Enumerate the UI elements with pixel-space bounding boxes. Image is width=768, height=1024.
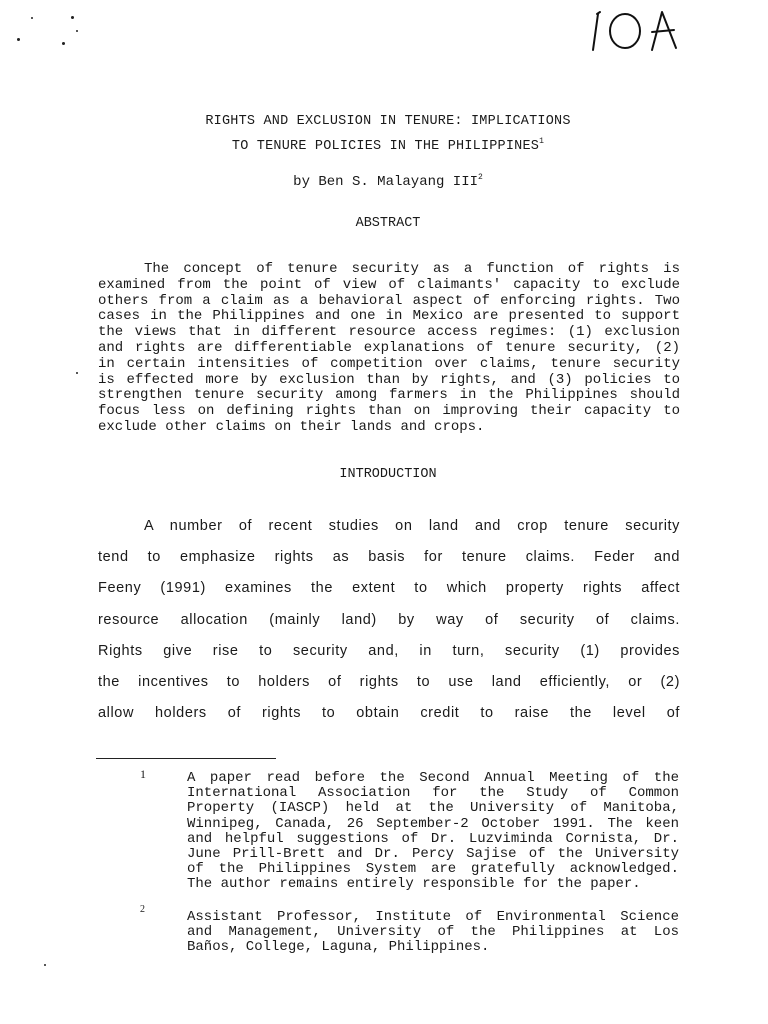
title-line-2 — [96, 132, 680, 157]
intro-line: tend to emphasize rights as basis for tenure claims. Feder and — [98, 549, 680, 566]
title-line-1: RIGHTS AND EXCLUSION IN TENURE: IMPLICATIONS — [205, 114, 571, 129]
abstract-body — [98, 262, 680, 436]
scan-speck — [17, 38, 20, 41]
footnote-line: Assistant Professor, Institute of Environmental Science — [187, 909, 679, 925]
intro-line: Feeny (1991) examines the extent to which property rights affect — [98, 580, 680, 597]
abstract-heading: ABSTRACT — [355, 216, 421, 231]
scan-speck — [76, 30, 78, 32]
abstract-line: The concept of tenure security as a function of rights is — [144, 261, 680, 277]
footnote-divider — [96, 758, 276, 759]
abstract-line: others from a claim as a behavioral aspect of enforcing rights. Two — [98, 292, 680, 309]
footnote-line: and helpful suggestions of Dr. Luzviminda Cornista, Dr. — [187, 830, 679, 847]
footnote-line: Winnipeg, Canada, 26 September-2 October 1991. The keen — [187, 815, 679, 832]
scan-speck — [76, 372, 78, 374]
scan-speck — [31, 17, 33, 19]
footnote-2-body — [187, 910, 679, 956]
title-line-2-text: TO TENURE POLICIES IN THE PHILIPPINES — [231, 139, 540, 154]
title-footnote-ref: 1 — [539, 137, 545, 146]
abstract-line: strengthen tenure security among farmers in the Philippines should — [98, 387, 680, 404]
intro-line: Rights give rise to security and, in turn, security (1) provides — [98, 642, 680, 659]
footnote-line: Property (IASCP) held at the University of Manitoba, — [187, 800, 679, 817]
footnote-line: The author remains entirely responsible for the paper. — [187, 876, 641, 893]
introduction-body — [98, 511, 680, 729]
intro-line: resource allocation (mainly land) by way of security of claims. — [98, 611, 680, 628]
author-footnote-ref: 2 — [478, 173, 483, 182]
footnote-line: International Association for the Study of Common — [187, 785, 679, 802]
footnote-line: A paper read before the Second Annual Meeting of the — [187, 770, 679, 786]
footnote-1-body — [187, 771, 679, 893]
intro-line: the incentives to holders of rights to use land efficiently, or (2) — [98, 674, 680, 691]
scan-speck — [44, 964, 46, 966]
author-name: by Ben S. Malayang III — [293, 174, 479, 190]
author-byline — [96, 168, 680, 192]
abstract-line: the views that in different resource access regimes: (1) exclusion — [98, 324, 680, 341]
footnote-mark: 1 — [140, 767, 146, 781]
abstract-line: examined from the point of view of claimants' capacity to exclude — [98, 276, 680, 293]
abstract-line: is effected more by exclusion than by rights, and (3) policies to — [98, 371, 680, 388]
scan-speck — [71, 16, 74, 19]
abstract-line: and rights are differentiable explanations of tenure security, (2) — [98, 339, 680, 356]
intro-line: allow holders of rights to obtain credit to raise the level of — [98, 705, 680, 722]
abstract-line: in certain intensities of competition over claims, tenure security — [98, 355, 680, 372]
document-title — [96, 112, 680, 157]
footnote-mark: 2 — [140, 904, 145, 915]
intro-line: A number of recent studies on land and crop tenure security — [144, 518, 680, 534]
introduction-heading: INTRODUCTION — [339, 467, 437, 482]
abstract-line: focus less on defining rights than on improving their capacity to — [98, 403, 680, 420]
footnote-line: June Prill-Brett and Dr. Percy Sajise of the University — [187, 846, 679, 863]
footnote-line: Baños, College, Laguna, Philippines. — [187, 939, 490, 956]
scan-speck — [62, 42, 65, 45]
abstract-line: exclude other claims on their lands and crops. — [98, 418, 485, 435]
handwritten-note — [590, 6, 690, 54]
footnote-line: and Management, University of the Philippines at Los — [187, 924, 679, 941]
footnote-line: of the Philippines System are gratefully acknowledged. — [187, 861, 679, 878]
abstract-line: cases in the Philippines and one in Mexico are presented to support — [98, 308, 680, 325]
